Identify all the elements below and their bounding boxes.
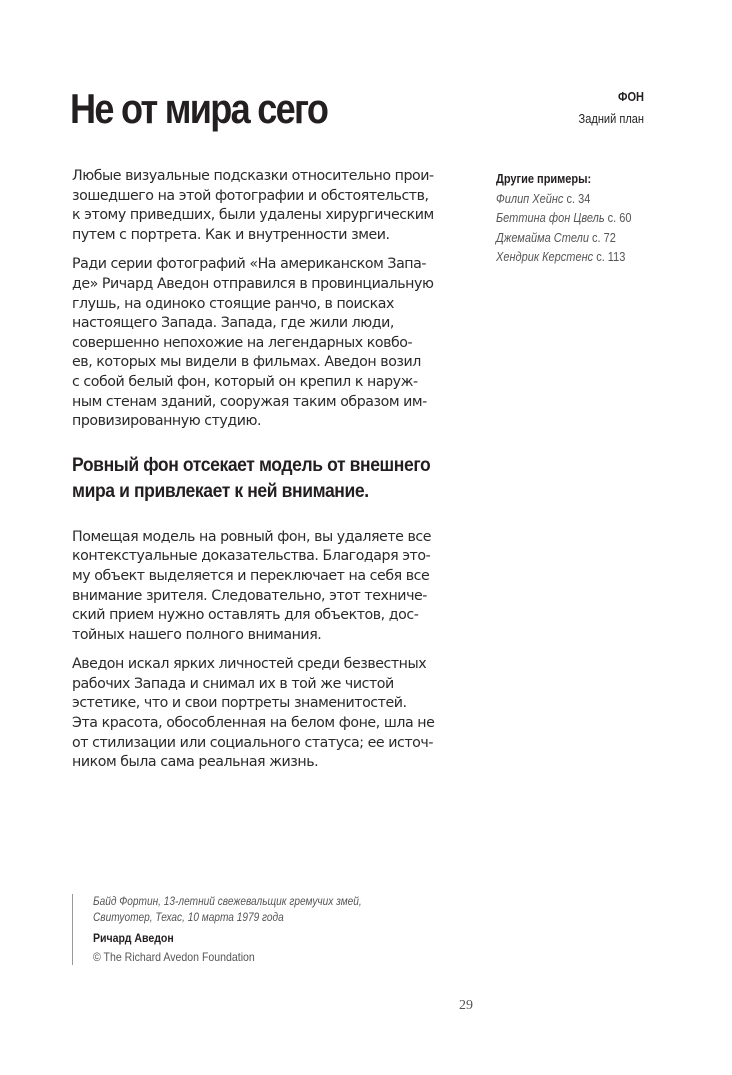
paragraph: Аведон искал ярких личностей среди безвестных рабочих Запада и снимал их в той же чистой эстетике, что и свои портреты знаменитостей. Эта красота, обособленная на белом фоне, шла не от стилизации или социального статуса; ее источ- ником была сама реальная жизнь. xyxy=(72,656,435,771)
example-item xyxy=(496,248,637,268)
other-examples-heading: Другие примеры: xyxy=(496,172,592,186)
example-item xyxy=(496,209,637,229)
page-number: 29 xyxy=(459,998,473,1013)
example-page: с. 113 xyxy=(596,250,626,264)
subheading: Ровный фон отсекает модель от внешнего мира и привлекает к ней внимание. xyxy=(72,453,431,502)
page-title: Не от мира сего xyxy=(70,85,328,132)
section-label xyxy=(567,86,644,130)
section-name: Задний план xyxy=(578,111,644,126)
caption-author: Ричард Аведон xyxy=(93,931,174,945)
caption-text: Байд Фортин, 13-летний свежевальщик гремучих змей, Свитуотер, Техас, 10 марта 1979 года xyxy=(93,896,362,924)
paragraph: Любые визуальные подсказки относительно прои- зошедшего на этой фотографии и обстоятельств, к этому приведших, были удалены хирургическим путем с портрета. Как и внутренности змеи. xyxy=(72,168,434,243)
paragraph: Ради серии фотографий «На американском Запа- де» Ричард Аведон отправился в провинциальную глушь, на одиноко стоящие ранчо, в поисках настоящего Запада. Запада, где жили люди, совершенно непохожие на легендарных ковбо- ев, которых мы видели в фильмах. Аведон возил с собой белый фон, который он крепил к наруж- ным стенам зданий, сооружая таким образом им- провизированную студию. xyxy=(72,256,434,430)
other-examples xyxy=(496,170,656,268)
example-name: Беттина фон Цвель xyxy=(496,211,605,225)
example-page: с. 34 xyxy=(566,191,591,206)
example-name: Филип Хейнс xyxy=(496,191,564,206)
example-item xyxy=(496,229,637,249)
paragraph: Помещая модель на ровный фон, вы удаляете все контекстуальные доказательства. Благодаря это- му объект выделяется и переключает на себя все внимание зрителя. Следовательно, этот техниче- ский прием нужно оставлять для объектов, дос- тойных нашего полного внимания. xyxy=(72,528,432,643)
example-name: Хендрик Керстенс xyxy=(496,250,594,264)
body-text xyxy=(72,167,482,783)
example-name: Джемайма Стели xyxy=(496,230,589,245)
example-page: с. 60 xyxy=(607,211,632,225)
photo-caption xyxy=(72,894,413,965)
example-page: с. 72 xyxy=(592,230,616,245)
section-code: ФОН xyxy=(617,89,644,104)
example-item xyxy=(496,190,637,210)
caption-copyright: © The Richard Avedon Foundation xyxy=(93,950,255,964)
